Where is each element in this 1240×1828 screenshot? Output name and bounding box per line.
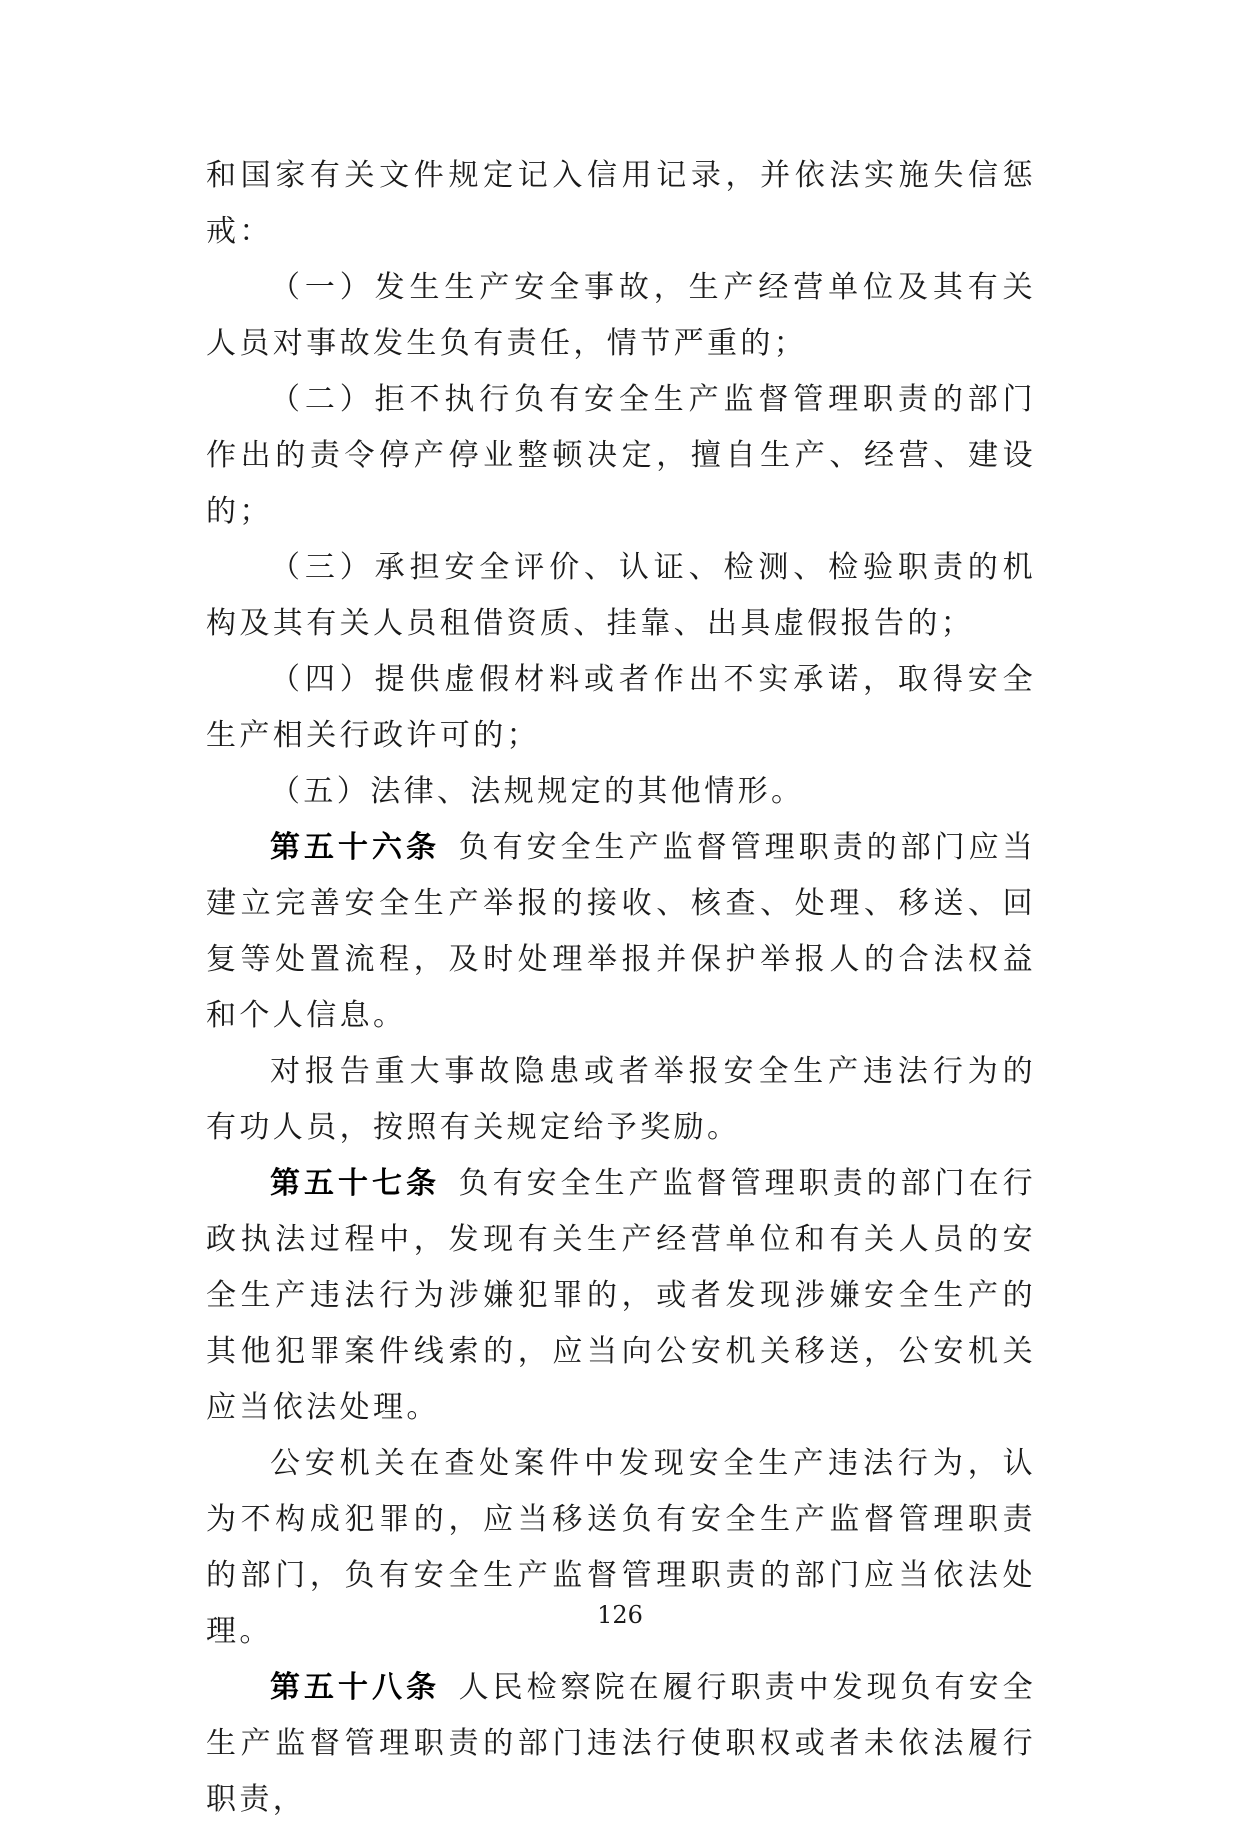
page-number: 126	[597, 1601, 643, 1629]
article-57-text: 负有安全生产监督管理职责的部门在行政执法过程中，发现有关生产经营单位和有关人员的安全生产违法行为涉嫌犯罪的，或者发现涉嫌安全生产的其他犯罪案件线索的，应当向公安机关移送，公安机关应当依法处理。	[206, 1166, 1036, 1425]
item-3: （三）承担安全评价、认证、检测、检验职责的机构及其有关人员租借资质、挂靠、出具虚假报告的；	[206, 550, 1036, 641]
article-58-label: 第五十八条	[270, 1670, 440, 1705]
item-4: （四）提供虚假材料或者作出不实承诺，取得安全生产相关行政许可的；	[206, 662, 1036, 753]
item-2: （二）拒不执行负有安全生产监督管理职责的部门作出的责令停产停业整顿决定，擅自生产、经营、建设的；	[206, 382, 1036, 529]
item-1: （一）发生生产安全事故，生产经营单位及其有关人员对事故发生负有责任，情节严重的；	[206, 270, 1036, 361]
article-58-text: 人民检察院在履行职责中发现负有安全生产监督管理职责的部门违法行使职权或者未依法履行职责，	[206, 1670, 1036, 1817]
article-57	[206, 1156, 1036, 1436]
article-56-text: 负有安全生产监督管理职责的部门应当建立完善安全生产举报的接收、核查、处理、移送、回复等处置流程，及时处理举报并保护举报人的合法权益和个人信息。	[206, 830, 1036, 1033]
article-57-label: 第五十七条	[270, 1166, 440, 1201]
article-56-label: 第五十六条	[270, 830, 440, 865]
article-57-paragraph-2: 公安机关在查处案件中发现安全生产违法行为，认为不构成犯罪的，应当移送负有安全生产监督管理职责的部门，负有安全生产监督管理职责的部门应当依法处理。	[206, 1446, 1036, 1649]
article-56	[206, 820, 1036, 1044]
paragraph-continuation: 和国家有关文件规定记入信用记录，并依法实施失信惩戒：	[206, 158, 1036, 249]
article-58	[206, 1660, 1036, 1828]
article-56-paragraph-2: 对报告重大事故隐患或者举报安全生产违法行为的有功人员，按照有关规定给予奖励。	[206, 1054, 1036, 1145]
body-text	[206, 148, 1036, 1828]
item-5: （五）法律、法规规定的其他情形。	[270, 774, 805, 809]
